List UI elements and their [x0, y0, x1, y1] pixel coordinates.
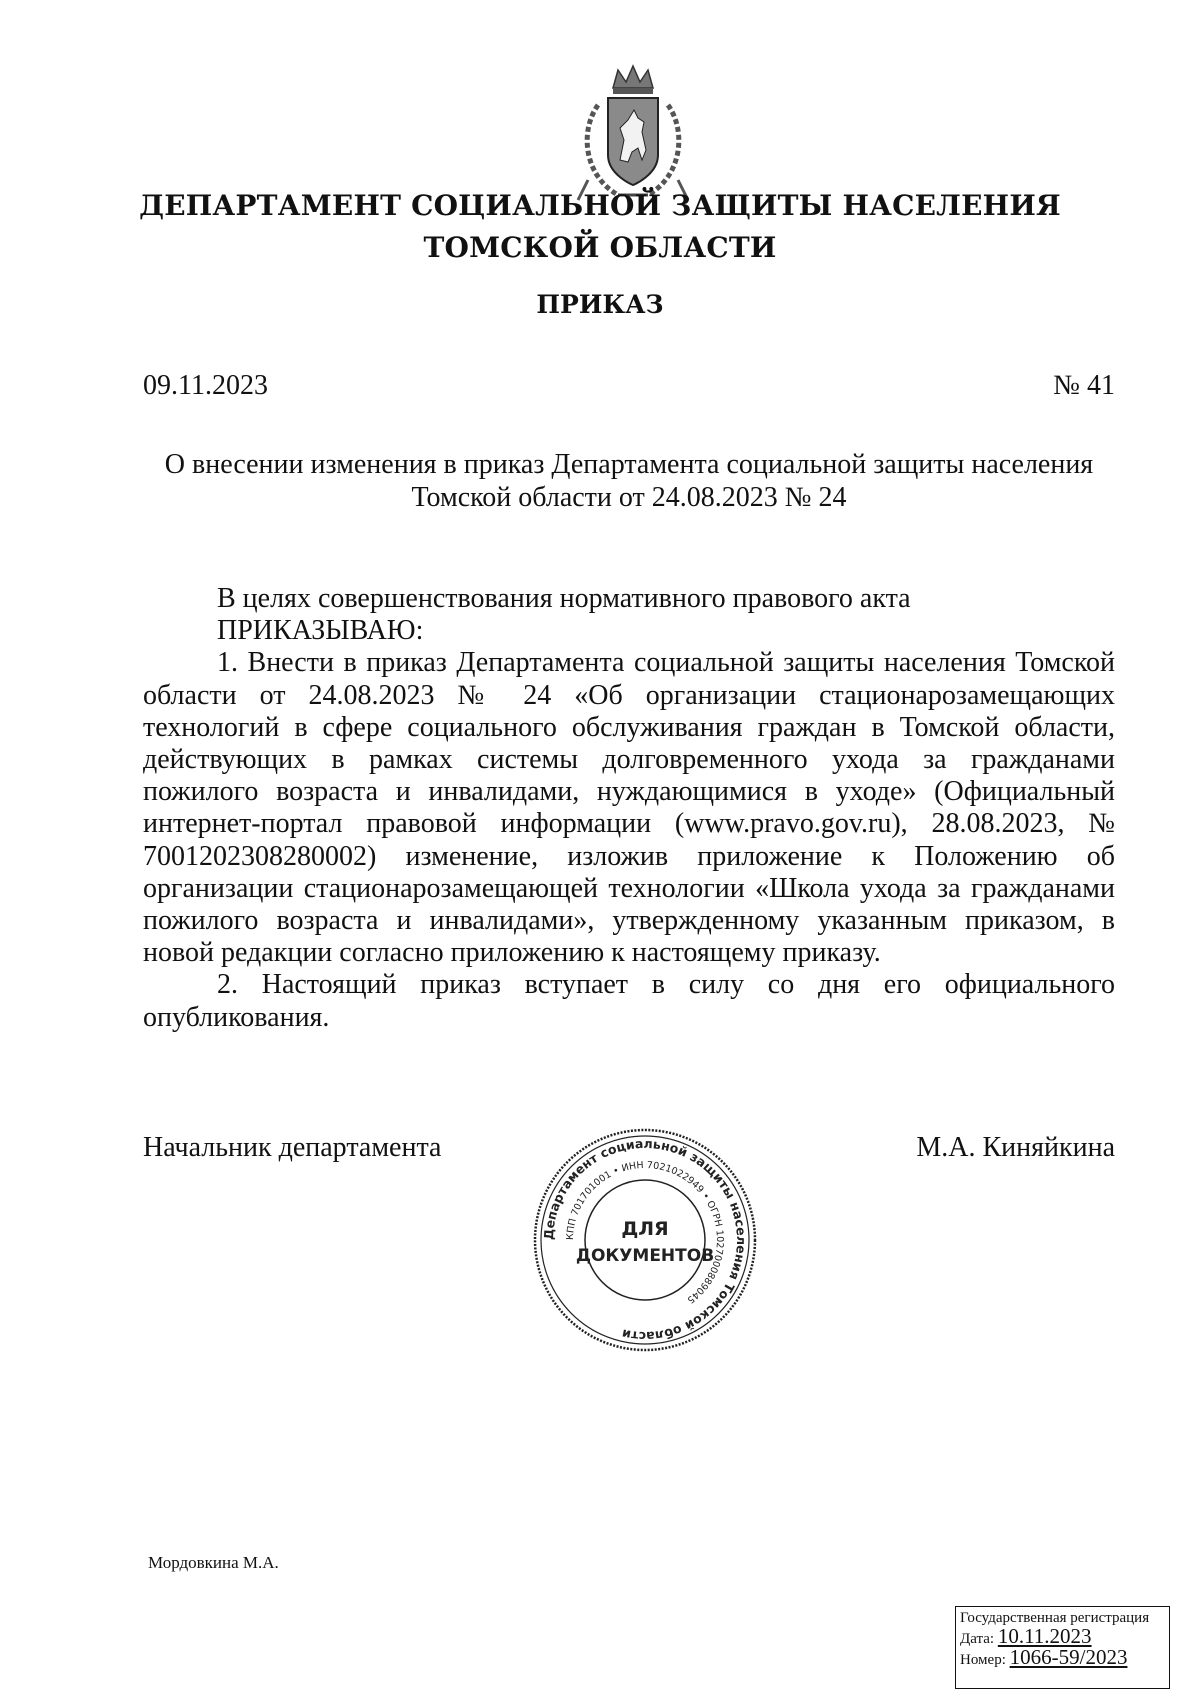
subject-line1: О внесении изменения в приказ Департамента социальной защиты населения — [164, 449, 1094, 480]
order-word: ПРИКАЗЫВАЮ: — [217, 615, 424, 647]
stamp-outer-text: Департамент социальной защиты населения Томской области — [540, 1135, 750, 1345]
registration-title: Государственная регистрация — [960, 1610, 1150, 1626]
signature-name: М.А. Киняйкина — [916, 1132, 1115, 1163]
body-intro: В целях совершенствования нормативного правового акта — [217, 583, 911, 614]
document-number: № 41 — [1053, 370, 1115, 401]
department-title-line1: ДЕПАРТАМЕНТ СОЦИАЛЬНОЙ ЗАЩИТЫ НАСЕЛЕНИЯ — [139, 189, 1061, 222]
document-type: ПРИКАЗ — [536, 290, 664, 319]
registration-number-value: 1066-59/2023 — [1009, 1645, 1128, 1669]
body-item-2: 2. Настоящий приказ вступает в силу со дня его официального опубликования. — [143, 969, 1115, 1033]
registration-date-value: 10.11.2023 — [997, 1624, 1092, 1648]
document-date: 09.11.2023 — [143, 370, 268, 401]
document-subject — [143, 448, 1115, 514]
body-item-1: 1. Внести в приказ Департамента социальной защиты населения Томской области от 24.08.2023 № 24 «Об организации стационарозамещающих технологий в сфере социального обслуживания граждан в Томской области, действующих в рамках системы долговременного ухода за гражданами пожилого возраста и инвалидами, нуждающимися в уходе» (Официальный интернет-портал правовой информации (www.pravo.gov.ru), 28.08.2023, № 7001202308280002) изменение, изложив приложение к Положению об организации стационарозамещающей технологии «Школа ухода за гражданами пожилого возраста и инвалидами», утвержденному указанным приказом, в новой редакции согласно приложению к настоящему приказу. — [143, 647, 1115, 969]
registration-date-label: Дата: — [960, 1631, 995, 1647]
department-title-line2: ТОМСКОЙ ОБЛАСТИ — [423, 231, 777, 264]
signature-position: Начальник департамента — [143, 1132, 442, 1163]
executor-name: Мордовкина М.А. — [148, 1553, 279, 1572]
official-stamp — [530, 1125, 760, 1355]
document-body — [143, 583, 1115, 1034]
subject-line2: Томской области от 24.08.2023 № 24 — [411, 482, 847, 513]
registration-number-label: Номер: — [960, 1652, 1006, 1668]
stamp-center-line2: ДОКУМЕНТОВ — [575, 1246, 715, 1266]
stamp-ids-text: КПП 701701001 • ИНН 7021022949 • ОГРН 1027000889045 — [564, 1159, 726, 1306]
department-title — [100, 185, 1100, 269]
registration-box — [955, 1606, 1170, 1689]
stamp-center-line1: ДЛЯ — [621, 1218, 669, 1240]
